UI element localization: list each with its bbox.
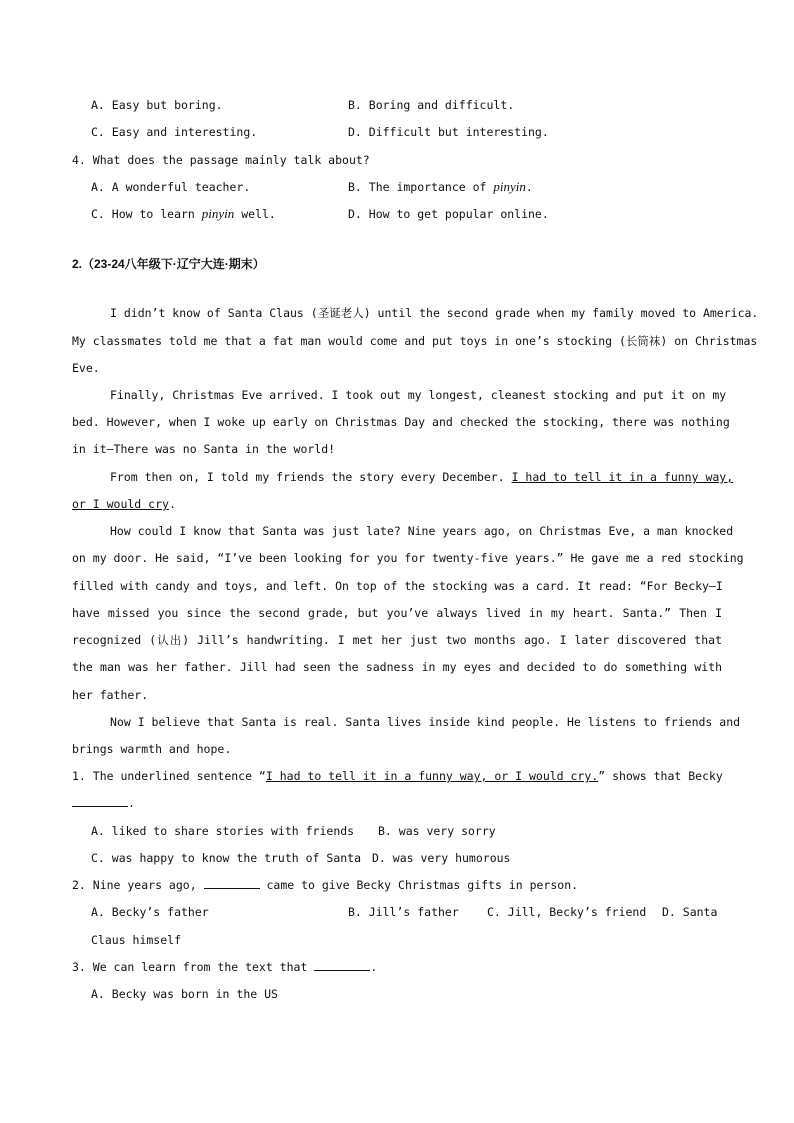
passage-p5-line2: brings warmth and hope. xyxy=(72,742,232,756)
q4-option-a: A. A wonderful teacher. xyxy=(91,180,251,194)
passage-p4-line7: her father. xyxy=(72,688,149,702)
q4-option-d: D. How to get popular online. xyxy=(348,207,549,221)
passage-p4-line6: the man was her father. Jill had seen the sadness in my eyes and decided to do something with xyxy=(72,660,722,674)
passage-p2-line1: Finally, Christmas Eve arrived. I took out my longest, cleanest stocking and put it on my xyxy=(110,388,727,402)
passage-p2-line2: bed. However, when I woke up early on Christmas Day and checked the stocking, there was nothing xyxy=(72,415,730,429)
answer-blank[interactable] xyxy=(204,877,260,889)
answer-blank[interactable] xyxy=(72,795,128,807)
q3-option-c: C. Easy and interesting. xyxy=(91,125,258,139)
passage-p1-line1: I didn’t know of Santa Claus (圣诞老人) until the second grade when my family moved to America. xyxy=(110,306,759,320)
q2-option-c: C. Jill, Becky’s friend xyxy=(487,905,647,919)
passage-p4-line3: filled with candy and toys, and left. On top of the stocking was a card. It read: “For Becky—I xyxy=(72,579,723,593)
passage-p4-line4: have missed you since the second grade, but you’ve always lived in my heart. Santa.” Then I xyxy=(72,606,722,620)
passage-p4-line2: on my door. He said, “I’ve been looking for you for twenty-five years.” He gave me a red stocking xyxy=(72,551,744,565)
passage-p3-line2: or I would cry. xyxy=(72,497,176,511)
passage-p5-line1: Now I believe that Santa is real. Santa lives inside kind people. He listens to friends and xyxy=(110,715,741,729)
q3-stem: 3. We can learn from the text that . xyxy=(72,960,378,974)
passage-p2-line3: in it—There was no Santa in the world! xyxy=(72,442,336,456)
q1-stem: 1. The underlined sentence “I had to tell it in a funny way, or I would cry.” shows that Becky xyxy=(72,769,723,783)
passage-p1-line2: My classmates told me that a fat man would come and put toys in one’s stocking (长筒袜) on Christmas xyxy=(72,334,758,348)
q3-option-b: B. Boring and difficult. xyxy=(348,98,515,112)
q2-option-b: B. Jill’s father xyxy=(348,905,459,919)
q1-option-b: B. was very sorry xyxy=(378,824,496,838)
passage-p1-line3: Eve. xyxy=(72,361,100,375)
q4-option-c: C. How to learn pinyin well. xyxy=(91,206,276,221)
q1-option-c: C. was happy to know the truth of Santa xyxy=(91,851,362,865)
passage-p4-line1: How could I know that Santa was just late? Nine years ago, on Christmas Eve, a man knocked xyxy=(110,524,734,538)
q2-option-d: D. Santa xyxy=(662,905,718,919)
q2-stem: 2. Nine years ago, came to give Becky Christmas gifts in person. xyxy=(72,878,579,892)
q1-stem-line2: . xyxy=(72,795,135,811)
q3-option-a: A. Becky was born in the US xyxy=(91,987,278,1001)
passage-p4-line5: recognized (认出) Jill’s handwriting. I met her just two months ago. I later discovered that xyxy=(72,633,722,647)
section-heading: 2.（23-24八年级下·辽宁大连·期末） xyxy=(72,257,265,271)
q2-option-d-continued: Claus himself xyxy=(91,933,182,947)
q1-option-a: A. liked to share stories with friends xyxy=(91,824,355,838)
answer-blank[interactable] xyxy=(314,959,370,971)
q3-option-a: A. Easy but boring. xyxy=(91,98,223,112)
q2-option-a: A. Becky’s father xyxy=(91,905,209,919)
q4-option-b: B. The importance of pinyin. xyxy=(348,179,533,194)
q3-option-d: D. Difficult but interesting. xyxy=(348,125,549,139)
passage-p3-line1: From then on, I told my friends the story every December. I had to tell it in a funny way, xyxy=(110,470,734,484)
q1-option-d: D. was very humorous xyxy=(372,851,511,865)
q4-stem: 4. What does the passage mainly talk about? xyxy=(72,153,370,167)
underlined-sentence: I had to tell it in a funny way, xyxy=(511,470,734,484)
